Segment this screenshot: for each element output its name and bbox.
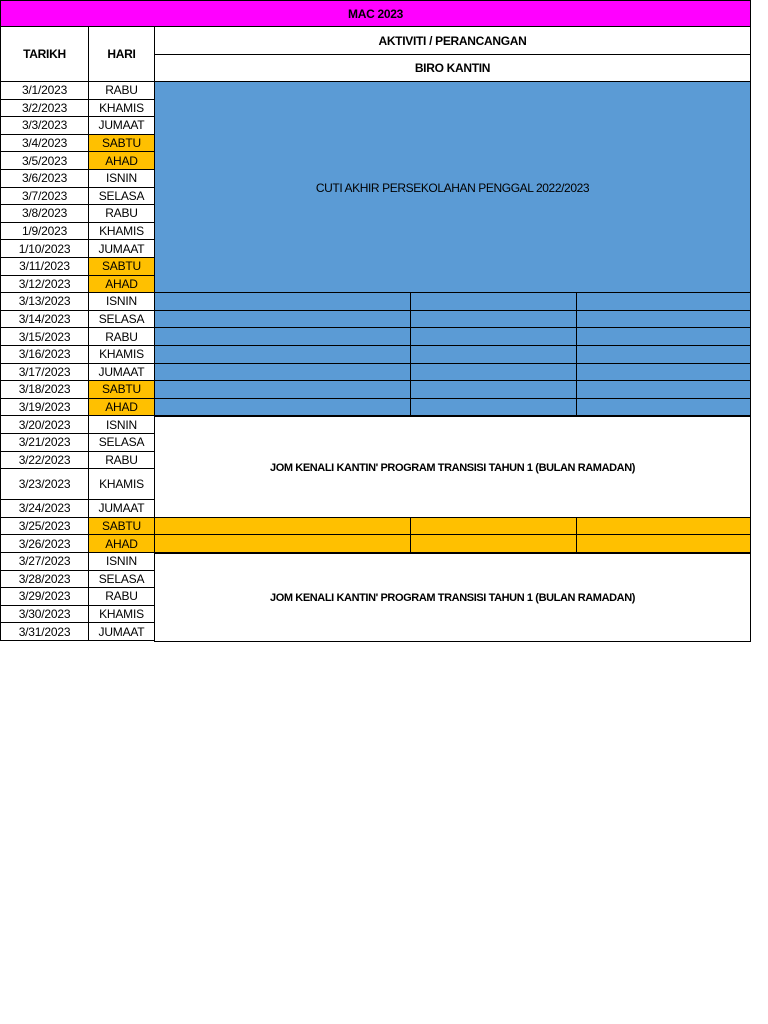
date-cell: 3/28/2023 (0, 570, 89, 589)
holiday-grid-cell (154, 345, 411, 364)
holiday-grid-cell (576, 292, 751, 311)
holiday-grid-cell (576, 380, 751, 399)
holiday-grid-cell (576, 345, 751, 364)
day-cell: SABTU (88, 257, 155, 276)
header-tarikh: TARIKH (0, 26, 89, 82)
date-cell: 3/21/2023 (0, 433, 89, 452)
date-cell: 3/20/2023 (0, 415, 89, 434)
day-cell: KHAMIS (88, 605, 155, 624)
date-cell: 3/16/2023 (0, 345, 89, 364)
weekend-grid-cell (576, 534, 751, 553)
date-cell: 1/10/2023 (0, 239, 89, 258)
date-cell: 3/4/2023 (0, 134, 89, 153)
day-cell: JUMAAT (88, 499, 155, 518)
day-cell: RABU (88, 204, 155, 223)
holiday-grid-cell (154, 292, 411, 311)
date-cell: 3/24/2023 (0, 499, 89, 518)
holiday-grid-cell (410, 363, 577, 382)
date-cell: 3/1/2023 (0, 81, 89, 100)
weekend-grid-cell (154, 517, 411, 536)
date-cell: 1/9/2023 (0, 222, 89, 241)
day-cell: ISNIN (88, 552, 155, 571)
holiday-grid-cell (410, 398, 577, 417)
header-biro-kantin: BIRO KANTIN (154, 54, 751, 82)
holiday-grid-cell (154, 380, 411, 399)
day-cell: SABTU (88, 380, 155, 399)
holiday-grid-cell (154, 310, 411, 329)
holiday-grid-cell (576, 363, 751, 382)
day-cell: SELASA (88, 187, 155, 206)
date-cell: 3/25/2023 (0, 517, 89, 536)
day-cell: JUMAAT (88, 116, 155, 135)
day-cell: RABU (88, 327, 155, 346)
day-cell: JUMAAT (88, 622, 155, 641)
date-cell: 3/22/2023 (0, 451, 89, 470)
day-cell: JUMAAT (88, 239, 155, 258)
header-aktiviti: AKTIVITI / PERANCANGAN (154, 26, 751, 55)
date-cell: 3/18/2023 (0, 380, 89, 399)
date-cell: 3/13/2023 (0, 292, 89, 311)
day-cell: RABU (88, 81, 155, 100)
holiday-grid-cell (410, 292, 577, 311)
holiday-grid-cell (576, 327, 751, 346)
day-cell: SABTU (88, 517, 155, 536)
holiday-grid-cell (154, 327, 411, 346)
date-cell: 3/26/2023 (0, 534, 89, 553)
day-cell: AHAD (88, 151, 155, 170)
date-cell: 3/15/2023 (0, 327, 89, 346)
activity-jom-kenali-2: JOM KENALI KANTIN' PROGRAM TRANSISI TAHUN 1 (BULAN RAMADAN) (154, 553, 751, 642)
date-cell: 3/29/2023 (0, 587, 89, 606)
holiday-grid-cell (154, 363, 411, 382)
date-cell: 3/27/2023 (0, 552, 89, 571)
day-cell: AHAD (88, 534, 155, 553)
activity-jom-kenali-1: JOM KENALI KANTIN' PROGRAM TRANSISI TAHUN 1 (BULAN RAMADAN) (154, 416, 751, 519)
holiday-grid-cell (154, 398, 411, 417)
header-hari: HARI (88, 26, 155, 82)
day-cell: AHAD (88, 275, 155, 294)
holiday-grid-cell (410, 310, 577, 329)
date-cell: 3/2/2023 (0, 99, 89, 118)
day-cell: JUMAAT (88, 363, 155, 382)
day-cell: ISNIN (88, 169, 155, 188)
activity-cuti-akhir: CUTI AKHIR PERSEKOLAHAN PENGGAL 2022/2023 (154, 81, 751, 294)
day-cell: KHAMIS (88, 222, 155, 241)
weekend-grid-cell (410, 534, 577, 553)
date-cell: 3/17/2023 (0, 363, 89, 382)
date-cell: 3/30/2023 (0, 605, 89, 624)
holiday-grid-cell (576, 398, 751, 417)
date-cell: 3/19/2023 (0, 398, 89, 417)
date-cell: 3/11/2023 (0, 257, 89, 276)
day-cell: KHAMIS (88, 99, 155, 118)
day-cell: ISNIN (88, 415, 155, 434)
holiday-grid-cell (410, 380, 577, 399)
holiday-grid-cell (576, 310, 751, 329)
day-cell: SELASA (88, 570, 155, 589)
date-cell: 3/14/2023 (0, 310, 89, 329)
day-cell: ISNIN (88, 292, 155, 311)
weekend-grid-cell (410, 517, 577, 536)
date-cell: 3/7/2023 (0, 187, 89, 206)
day-cell: RABU (88, 587, 155, 606)
date-cell: 3/6/2023 (0, 169, 89, 188)
holiday-grid-cell (410, 345, 577, 364)
day-cell: SELASA (88, 310, 155, 329)
weekend-grid-cell (576, 517, 751, 536)
date-cell: 3/23/2023 (0, 468, 89, 500)
month-title: MAC 2023 (0, 0, 751, 27)
date-cell: 3/3/2023 (0, 116, 89, 135)
date-cell: 3/8/2023 (0, 204, 89, 223)
date-cell: 3/5/2023 (0, 151, 89, 170)
day-cell: SELASA (88, 433, 155, 452)
date-cell: 3/31/2023 (0, 622, 89, 641)
holiday-grid-cell (410, 327, 577, 346)
date-cell: 3/12/2023 (0, 275, 89, 294)
day-cell: RABU (88, 451, 155, 470)
day-cell: KHAMIS (88, 345, 155, 364)
day-cell: AHAD (88, 398, 155, 417)
day-cell: KHAMIS (88, 468, 155, 500)
weekend-grid-cell (154, 534, 411, 553)
day-cell: SABTU (88, 134, 155, 153)
